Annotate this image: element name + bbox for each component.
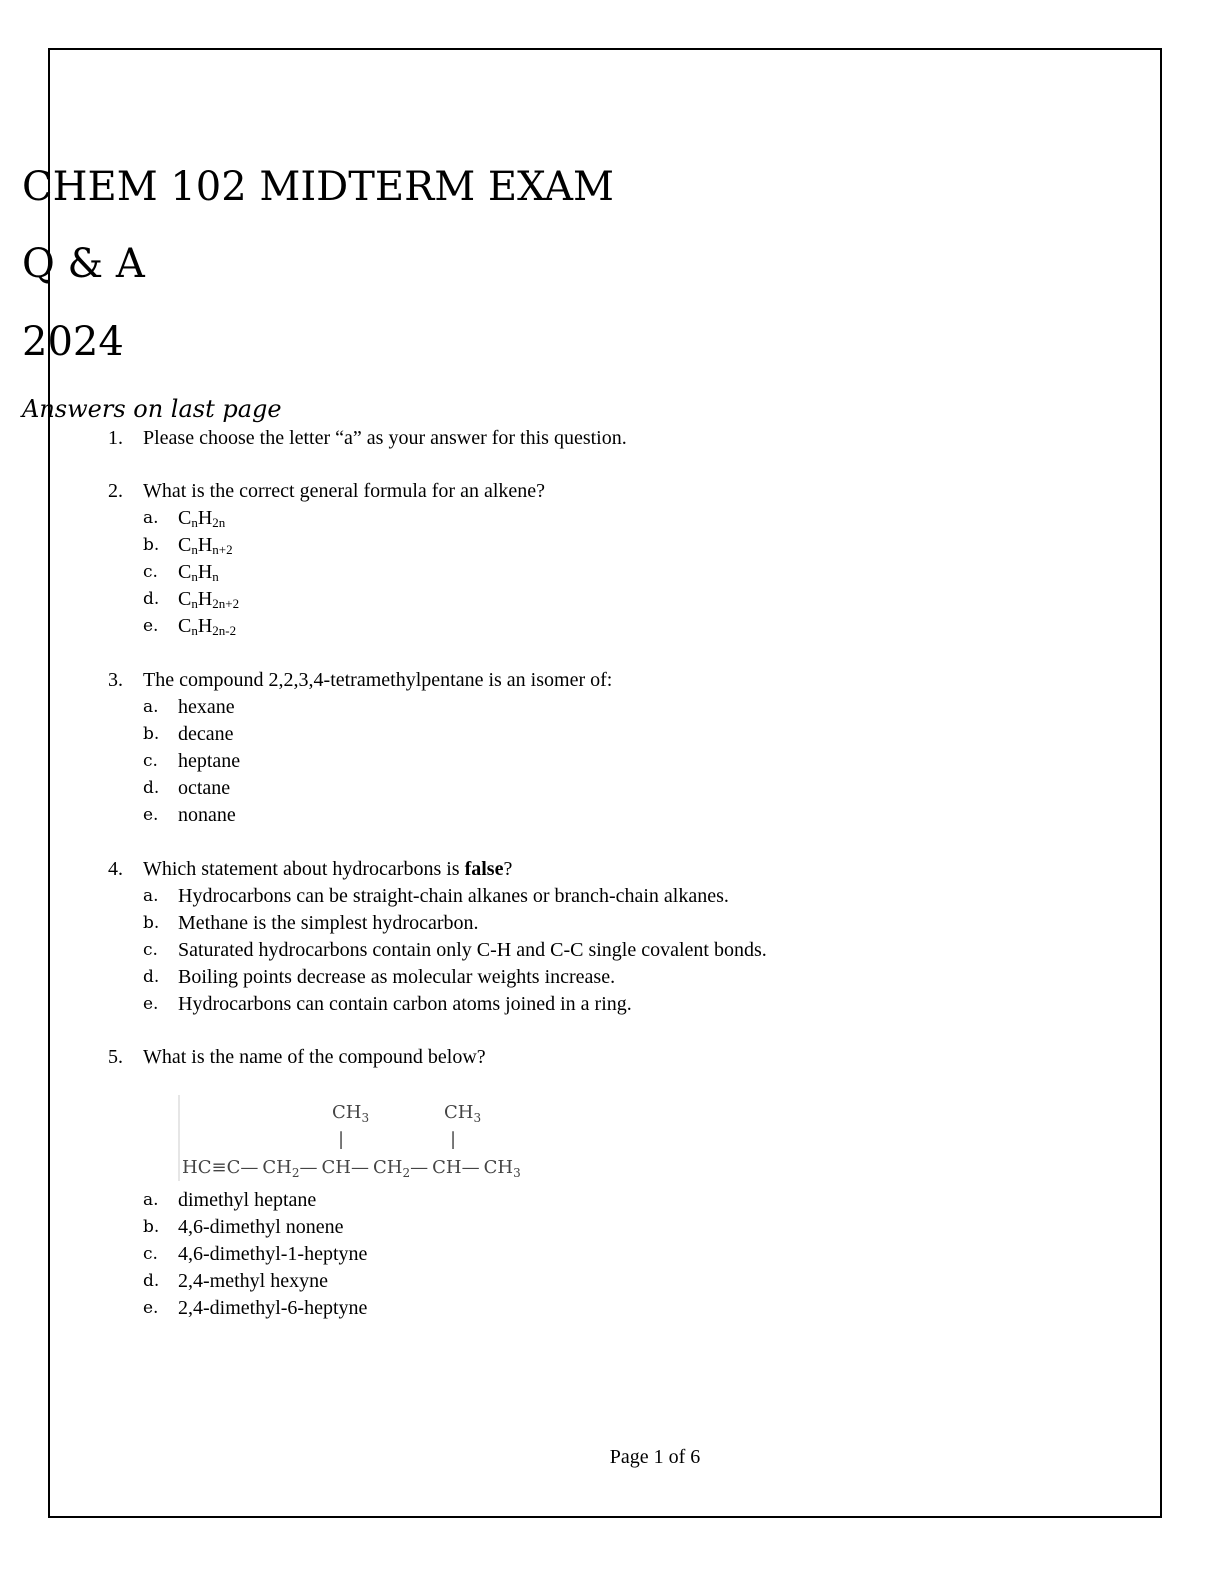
exam-year: 2024 [22,319,124,365]
option-e[interactable] [0,613,1200,640]
option-text: Saturated hydrocarbons contain only C-H and C-C single covalent bonds. [178,939,767,961]
option-formula: $C_nH_{2n-2}$ [178,615,237,638]
option-letter: a. [143,508,159,528]
question-text: Which statement about hydrocarbons is false? [143,858,513,880]
option-formula: $C_nH_{2n}$ [178,507,226,530]
option-c[interactable] [0,559,1200,586]
question-4 [0,856,1200,1018]
option-text: Boiling points decrease as molecular weights increase. [178,966,616,988]
option-letter: a. [143,886,159,906]
option-c[interactable] [0,748,1200,775]
exam-subtitle-qa: Q & A [22,241,145,287]
option-letter: e. [143,616,159,636]
option-letter: e. [143,805,159,825]
option-a[interactable] [0,883,1200,910]
option-letter: c. [143,940,158,960]
branch-bond-2: | [450,1129,457,1150]
option-letter: d. [143,778,160,798]
option-d[interactable] [0,964,1200,991]
option-text: decane [178,723,234,745]
option-a[interactable] [0,1187,1200,1214]
option-c[interactable] [0,937,1200,964]
option-d[interactable] [0,775,1200,802]
question-number: 2. [108,480,123,502]
exam-title: CHEM 102 MIDTERM EXAM [22,164,615,210]
question-5 [0,1044,1200,1071]
option-text: 4,6-dimethyl nonene [178,1216,344,1238]
option-formula: $C_nH_{n+2}$ [178,534,233,557]
option-text: heptane [178,750,241,772]
option-text: Methane is the simplest hydrocarbon. [178,912,479,934]
question-text: The compound 2,2,3,4-tetramethylpentane is an isomer of: [143,669,613,691]
emphasis-false: false [464,858,504,880]
branch-methyl-1: $CH_3$ [332,1102,370,1125]
main-chain: HC≡C— $CH_2—$ CH— $CH_2—$ CH— $CH_3$ [182,1157,521,1180]
option-d[interactable] [0,1268,1200,1295]
option-letter: b. [143,535,160,555]
option-letter: b. [143,724,160,744]
option-text: octane [178,777,231,799]
option-letter: d. [143,589,160,609]
option-letter: d. [143,967,160,987]
option-letter: c. [143,562,158,582]
option-letter: b. [143,1217,160,1237]
option-letter: a. [143,697,159,717]
question-number: 1. [108,427,123,449]
question-2 [0,478,1200,640]
question-text: What is the correct general formula for an alkene? [143,480,546,502]
option-b[interactable] [0,532,1200,559]
option-letter: a. [143,1190,159,1210]
option-letter: e. [143,1298,159,1318]
option-letter: d. [143,1271,160,1291]
option-d[interactable] [0,586,1200,613]
option-e[interactable] [0,802,1200,829]
answers-note: Answers on last page [22,395,282,423]
question-text: Please choose the letter “a” as your answer for this question. [143,427,627,449]
structural-formula-diagram [176,1093,536,1185]
option-formula: $C_nH_{2n+2}$ [178,588,240,611]
option-text: Hydrocarbons can contain carbon atoms joined in a ring. [178,993,632,1015]
option-text: nonane [178,804,236,826]
question-text: What is the name of the compound below? [143,1046,486,1068]
option-letter: c. [143,751,158,771]
page-number: Page 1 of 6 [609,1446,701,1468]
question-number: 3. [108,669,123,691]
question-1 [0,425,1200,452]
option-letter: c. [143,1244,158,1264]
option-e[interactable] [0,991,1200,1018]
option-letter: e. [143,994,159,1014]
option-formula: $C_nH_n$ [178,561,219,584]
option-b[interactable] [0,721,1200,748]
branch-bond-1: | [338,1129,345,1150]
question-number: 5. [108,1046,123,1068]
question-5-options [0,1187,1200,1322]
option-text: 2,4-methyl hexyne [178,1270,328,1292]
option-text: 4,6-dimethyl-1-heptyne [178,1243,368,1265]
option-a[interactable] [0,505,1200,532]
question-number: 4. [108,858,123,880]
question-3 [0,667,1200,829]
branch-methyl-2: $CH_3$ [444,1102,482,1125]
option-b[interactable] [0,910,1200,937]
option-a[interactable] [0,694,1200,721]
option-text: 2,4-dimethyl-6-heptyne [178,1297,368,1319]
option-c[interactable] [0,1241,1200,1268]
option-text: Hydrocarbons can be straight-chain alkanes or branch-chain alkanes. [178,885,729,907]
option-b[interactable] [0,1214,1200,1241]
option-text: hexane [178,696,235,718]
option-letter: b. [143,913,160,933]
option-e[interactable] [0,1295,1200,1322]
option-text: dimethyl heptane [178,1189,317,1211]
